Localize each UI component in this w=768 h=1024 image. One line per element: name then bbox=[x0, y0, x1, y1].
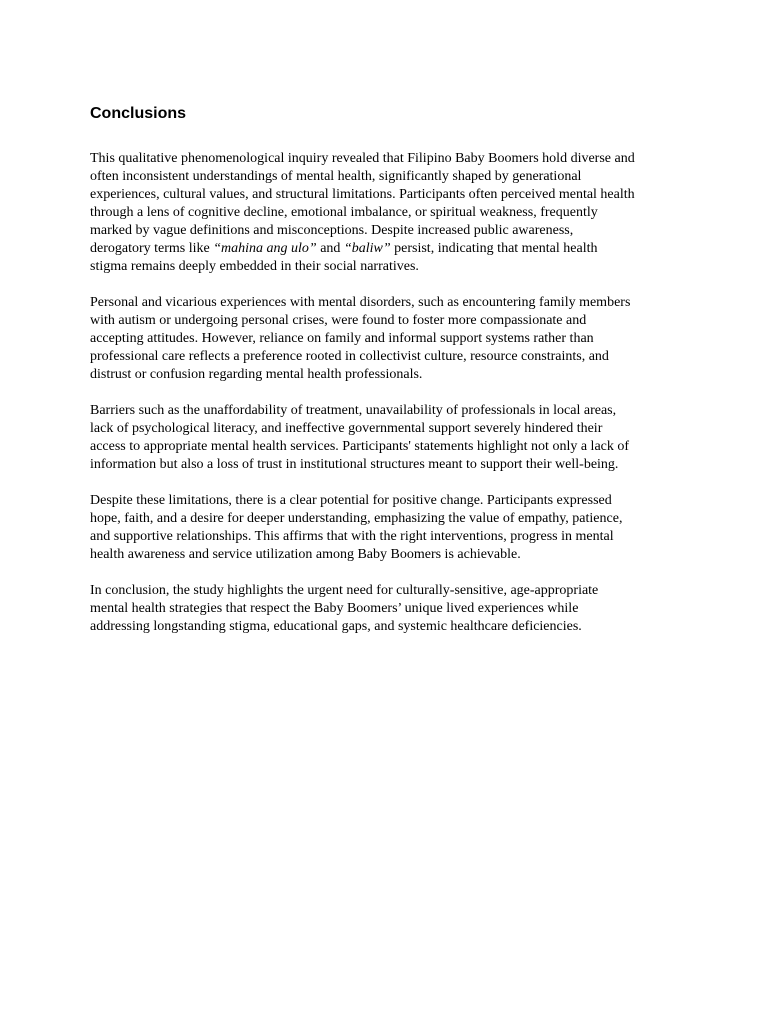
line-text: derogatory terms like bbox=[90, 241, 214, 256]
paragraph-line: In conclusion, the study highlights the urgent need for culturally-sensitive, age-appropriate bbox=[90, 583, 599, 598]
paragraph-line: addressing longstanding stigma, educational gaps, and systemic healthcare deficiencies. bbox=[90, 619, 582, 634]
paragraph-line: marked by vague definitions and misconceptions. Despite increased public awareness, bbox=[90, 223, 574, 238]
paragraph-line: information but also a loss of trust in institutional structures meant to support their well-being. bbox=[90, 457, 619, 472]
paragraph-line: Personal and vicarious experiences with mental disorders, such as encountering family members bbox=[90, 295, 631, 310]
line-text: and bbox=[316, 241, 344, 256]
paragraph-line: lack of psychological literacy, and ineffective governmental support severely hindered their bbox=[90, 421, 603, 436]
italic-term-mahina-ang-ulo: “mahina ang ulo” bbox=[213, 241, 317, 256]
paragraph-line: mental health strategies that respect the Baby Boomers’ unique lived experiences while bbox=[90, 601, 579, 616]
line-text: persist, indicating that mental health bbox=[390, 241, 598, 256]
document-content bbox=[90, 104, 682, 654]
paragraph-line: distrust or confusion regarding mental health professionals. bbox=[90, 367, 423, 382]
paragraph-line: Despite these limitations, there is a clear potential for positive change. Participants expressed bbox=[90, 493, 612, 508]
section-heading: Conclusions bbox=[90, 105, 187, 122]
paragraph-2 bbox=[90, 294, 682, 384]
paragraph-line-with-terms bbox=[90, 240, 682, 258]
paragraph-line: Barriers such as the unaffordability of treatment, unavailability of professionals in local areas, bbox=[90, 403, 617, 418]
paragraph-line: hope, faith, and a desire for deeper understanding, emphasizing the value of empathy, patience, bbox=[90, 511, 623, 526]
paragraph-line: professional care reflects a preference rooted in collectivist culture, resource constraints, and bbox=[90, 349, 609, 364]
italic-term-baliw: “baliw” bbox=[343, 241, 391, 256]
paragraph-line: with autism or undergoing personal crises, were found to foster more compassionate and bbox=[90, 313, 587, 328]
paragraph-line: experiences, cultural values, and structural limitations. Participants often perceived mental health bbox=[90, 187, 635, 202]
paragraph-3 bbox=[90, 402, 682, 474]
paragraph-5 bbox=[90, 582, 682, 636]
paragraph-1 bbox=[90, 150, 682, 276]
paragraph-line: access to appropriate mental health services. Participants' statements highlight not only a lack of bbox=[90, 439, 630, 454]
paragraph-line: often inconsistent understandings of mental health, significantly shaped by generational bbox=[90, 169, 582, 184]
paragraph-line: This qualitative phenomenological inquiry revealed that Filipino Baby Boomers hold diverse and bbox=[90, 151, 635, 166]
paragraph-line: stigma remains deeply embedded in their social narratives. bbox=[90, 259, 419, 274]
paragraph-line: and supportive relationships. This affirms that with the right interventions, progress in mental bbox=[90, 529, 614, 544]
paragraph-line: through a lens of cognitive decline, emotional imbalance, or spiritual weakness, frequently bbox=[90, 205, 598, 220]
paragraph-line: accepting attitudes. However, reliance on family and informal support systems rather than bbox=[90, 331, 594, 346]
paragraph-4 bbox=[90, 492, 682, 564]
paragraph-line: health awareness and service utilization among Baby Boomers is achievable. bbox=[90, 547, 521, 562]
